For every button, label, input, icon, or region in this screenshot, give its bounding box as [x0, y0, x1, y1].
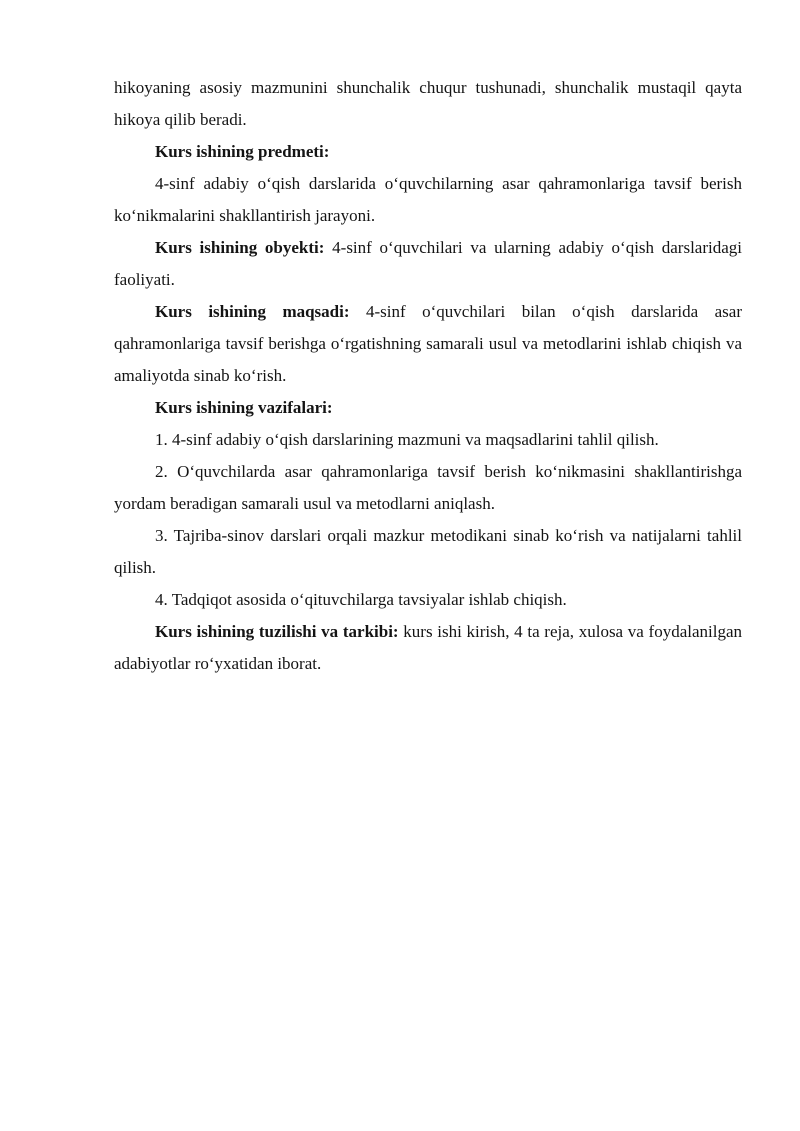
section-heading: Kurs ishining maqsadi:: [155, 302, 350, 321]
paragraph-maqsad: [114, 296, 742, 392]
paragraph-predmet-heading: [114, 136, 742, 168]
paragraph-text: 4-sinf o‘quvchilari va ularning adabiy o‘qish darslaridagi faoliyati.: [114, 238, 742, 289]
section-heading: Kurs ishining predmeti:: [155, 142, 330, 161]
section-heading: Kurs ishining tuzilishi va tarkibi:: [155, 622, 399, 641]
paragraph-text: 2. O‘quvchilarda asar qahramonlariga tavsif berish ko‘nikmasini shakllantirishga yordam beradigan samarali usul va metodlarni aniqlash.: [114, 462, 742, 513]
paragraph-vazifalar-heading: [114, 392, 742, 424]
paragraph-text: 4-sinf adabiy o‘qish darslarida o‘quvchilarning asar qahramonlariga tavsif berish ko‘nikmalarini shakllantirish jarayoni.: [114, 174, 742, 225]
list-item-4: [114, 584, 742, 616]
paragraph-text: hikoyaning asosiy mazmunini shunchalik chuqur tushunadi, shunchalik mustaqil qayta hikoya qilib beradi.: [114, 78, 742, 129]
paragraph-text: 1. 4-sinf adabiy o‘qish darslarining mazmuni va maqsadlarini tahlil qilish.: [155, 430, 659, 449]
paragraph-obyekt: [114, 232, 742, 296]
document-page: [114, 72, 742, 680]
list-item-2: [114, 456, 742, 520]
paragraph-continuation: [114, 72, 742, 136]
paragraph-text: 4. Tadqiqot asosida o‘qituvchilarga tavsiyalar ishlab chiqish.: [155, 590, 567, 609]
section-heading: Kurs ishining vazifalari:: [155, 398, 333, 417]
paragraph-text: 3. Tajriba-sinov darslari orqali mazkur metodikani sinab ko‘rish va natijalarni tahlil qilish.: [114, 526, 742, 577]
paragraph-tuzilish: [114, 616, 742, 680]
list-item-1: [114, 424, 742, 456]
paragraph-predmet: [114, 168, 742, 232]
list-item-3: [114, 520, 742, 584]
paragraph-text: 4-sinf o‘quvchilari bilan o‘qish darslarida asar qahramonlariga tavsif berishga o‘rgatishning samarali usul va metodlarini ishlab chiqish va amaliyotda sinab ko‘rish.: [114, 302, 742, 385]
paragraph-text: kurs ishi kirish, 4 ta reja, xulosa va foydalanilgan adabiyotlar ro‘yxatidan iborat.: [114, 622, 742, 673]
section-heading: Kurs ishining obyekti:: [155, 238, 325, 257]
